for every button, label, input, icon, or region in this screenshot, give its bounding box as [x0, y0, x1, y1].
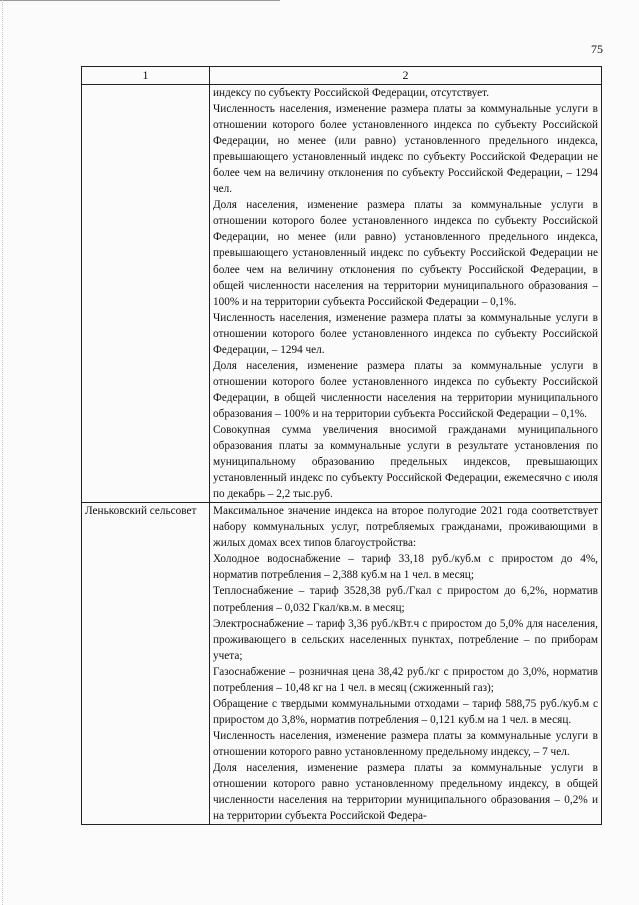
paragraph: Доля населения, изменение размера платы за коммунальные услуги в отношении которого более установленного индекса по субъекту Российской Федерации, в общей численности населения на территории муниципального образования – 100% и на территории субъекта Российской Федерации – 0,1%. — [213, 359, 598, 420]
paragraph: Теплоснабжение – тариф 3528,38 руб./Гкал с приростом до 6,2%, норматив потребления – 0,032 Гкал/кв.м. в месяц; — [213, 585, 598, 614]
paragraph: Холодное водоснабжение – тариф 33,18 руб./куб.м с приростом до 4%, норматив потребления – 2,388 куб.м на 1 чел. в месяц; — [213, 553, 598, 582]
description-cell — [210, 503, 602, 825]
municipality-cell — [82, 85, 210, 503]
table-row — [82, 503, 602, 825]
binding-edge — [2, 0, 9, 905]
description-cell — [210, 85, 602, 503]
top-rule — [0, 0, 280, 1]
paragraph: Электроснабжение – тариф 3,36 руб./кВт.ч с приростом до 5,0% для населения, проживающего в сельских населенных пунктах, потребление – по приборам учета; — [213, 617, 598, 662]
paragraph: Максимальное значение индекса на второе полугодие 2021 года соответствует набору коммунальных услуг, потребляемых гражданами, проживающими в жилых домах всех типов благоустройства: — [213, 505, 598, 550]
column-header-2: 2 — [210, 67, 602, 85]
table-row — [82, 85, 602, 503]
paragraph: Обращение с твердыми коммунальными отходами – тариф 588,75 руб./куб.м с приростом до 3,8%, норматив потребления – 0,121 куб.м на 1 чел. в месяц. — [213, 697, 598, 726]
paragraph: Доля населения, изменение размера платы за коммунальные услуги в отношении которого равно установленному предельному индексу, в общей численности населения на территории муниципального образования – 0,2% и на территории субъекта Российской Федера- — [213, 761, 598, 823]
paragraph: Газоснабжение – розничная цена 38,42 руб./кг с приростом до 3,0%, норматив потребления – 10,48 кг на 1 чел. в месяц (сжиженный газ); — [213, 665, 598, 694]
table-header-row — [82, 67, 602, 85]
paragraph: Совокупная сумма увеличения вносимой гражданами муниципального образования платы за коммунальные услуги в результате установления по муниципальному образованию предельных индексов, превышающих установленный индекс по субъекту Российской Федерации, ежемесячно с июля по декабрь – 2,2 тыс.руб. — [213, 423, 598, 501]
municipality-name: Леньковский сельсовет — [85, 505, 197, 518]
page-number: 75 — [591, 42, 603, 56]
paragraph: Численность населения, изменение размера платы за коммунальные услуги в отношении которого более установленного индекса по субъекту Российской Федерации, – 1294 чел. — [213, 311, 598, 356]
paragraph: индексу по субъекту Российской Федерации, отсутствует. — [213, 87, 490, 99]
paragraph: Численность населения, изменение размера платы за коммунальные услуги в отношении которого более установленного индекса по субъекту Российской Федерации, но менее (или равно) установленного предельного индекса, превышающего установленный индекс по субъекту Российской Федерации не более чем на величину отклонения по субъекту Российской Федерации, – 1294 чел. — [213, 103, 598, 196]
paragraph: Численность населения, изменение размера платы за коммунальные услуги в отношении которого равно установленному предельному индексу, – 7 чел. — [213, 729, 598, 758]
municipal-index-table — [81, 66, 602, 825]
column-header-1: 1 — [82, 67, 210, 85]
municipality-cell — [82, 503, 210, 825]
paragraph: Доля населения, изменение размера платы за коммунальные услуги в отношении которого более установленного индекса по субъекту Российской Федерации, но менее (или равно) установленного предельного индекса, превышающего установленный индекс по субъекту Российской Федерации не более чем на величину отклонения по субъекту Российской Федерации, в общей численности населения на территории муниципального образования – 100% и на территории субъекта Российской Федерации – 0,1%. — [213, 199, 598, 308]
